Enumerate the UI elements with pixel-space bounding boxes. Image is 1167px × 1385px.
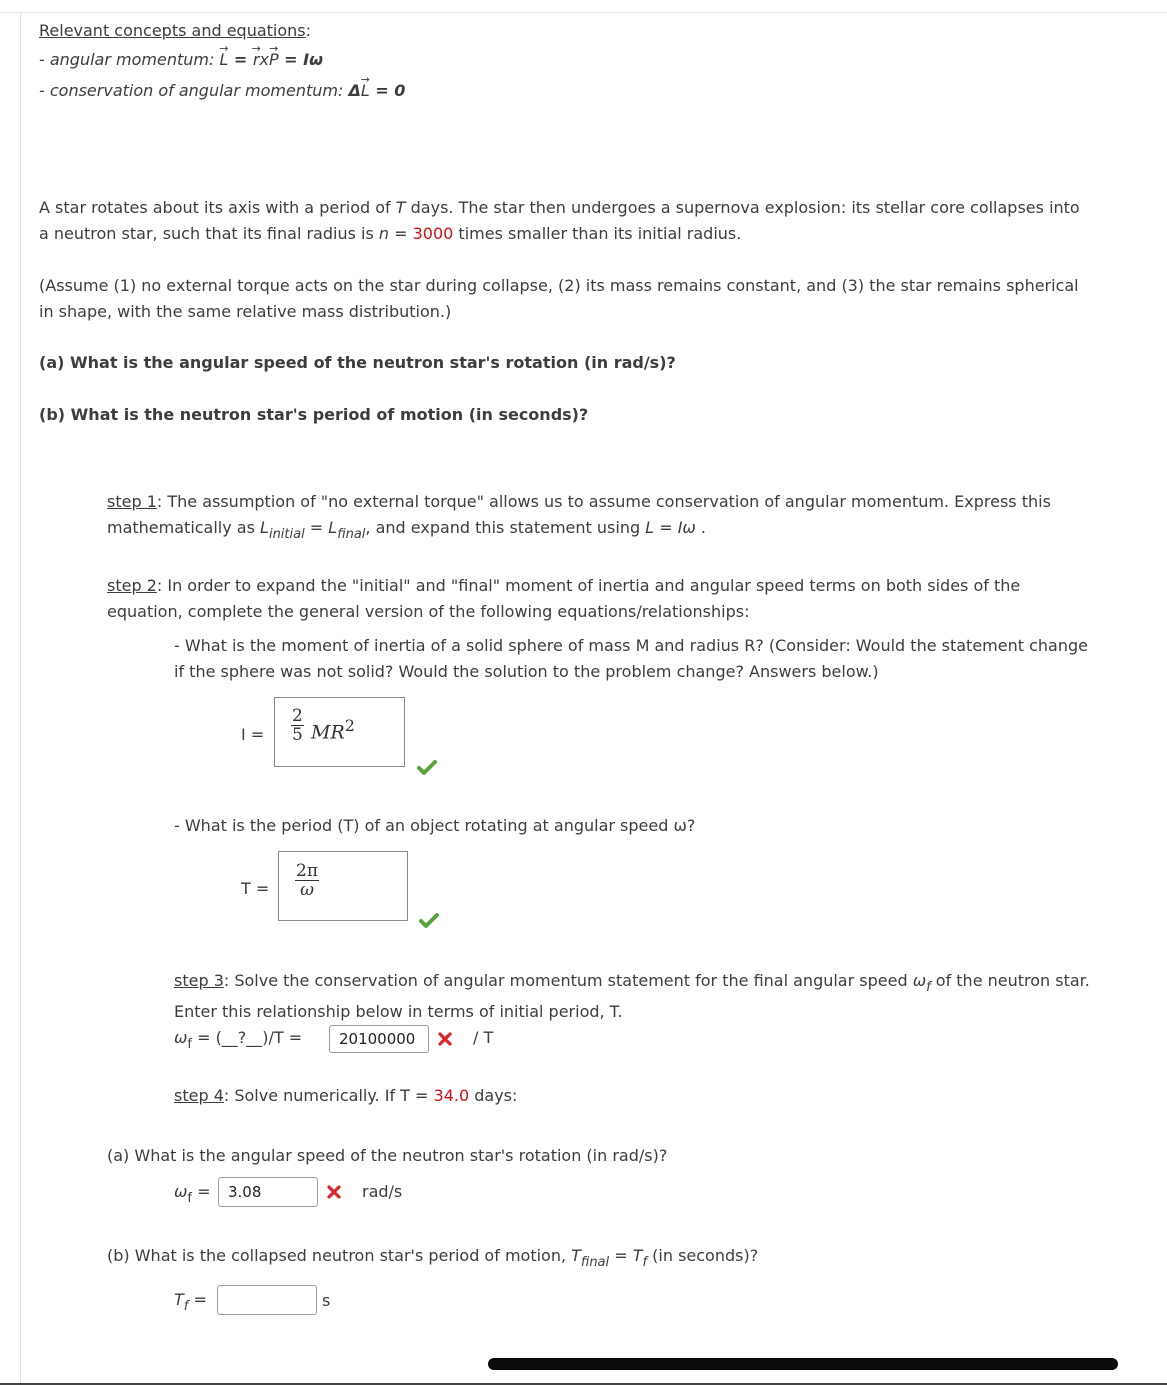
n-value: 3000 [412, 224, 454, 243]
left-divider [20, 12, 21, 1385]
inertia-label: I = [241, 725, 265, 744]
step-3: step 3: Solve the conservation of angular momentum statement for the final angular speed $\omega_f$ of the neutron star. [174, 971, 1090, 995]
conservation-equation: - conservation of angular momentum: Δ→ L = 0 [39, 80, 405, 102]
inertia-expression: $MR^2$ [311, 716, 355, 744]
period-fraction: $\frac{2\pi}{\omega}$ [296, 861, 318, 900]
step-4-label: step 4 [174, 1086, 224, 1105]
inertia-fraction: $\frac{2}{5}$ [292, 706, 303, 745]
horizontal-scrollbar[interactable] [488, 1358, 1118, 1370]
Tf-unit: s [322, 1291, 331, 1310]
period-label: T = [241, 879, 270, 898]
omega-f-answer-input[interactable]: 3.08 [218, 1177, 318, 1207]
per-T-suffix: / T [473, 1028, 494, 1047]
L-vector: → L [219, 49, 228, 71]
angular-momentum-equation: - angular momentum: → L = → rx→ P = Iω [39, 49, 323, 71]
r-vector: → r [253, 49, 260, 71]
correct-check-icon [419, 913, 439, 929]
step-4-question-a: (a) What is the angular speed of the neutron star's rotation (in rad/s)? [107, 1146, 668, 1165]
correct-check-icon [417, 760, 437, 776]
step-4: step 4: Solve numerically. If T = 34.0 days: [174, 1086, 518, 1105]
step-3-equation: $\omega_f$ = (__?__)/T = [174, 1028, 303, 1052]
step-2-label: step 2 [107, 576, 157, 595]
L-vector: → L [361, 80, 370, 102]
inertia-answer-box[interactable] [274, 697, 405, 767]
step-2-question-2: - What is the period (T) of an object rotating at angular speed ω? [174, 816, 696, 835]
step-3-instruction: Enter this relationship below in terms of initial period, T. [174, 1002, 623, 1021]
omega-f-unit: rad/s [362, 1182, 403, 1201]
P-vector: → P [269, 49, 279, 71]
step-1-label: step 1 [107, 492, 157, 511]
step-3-label: step 3 [174, 971, 224, 990]
step-1: step 1: The assumption of "no external torque" allows us to assume conservation of angular momentum. Express this mathematically as $L_{initial} = L_{final}$, and expand this statement using L = Iω . [107, 492, 1051, 542]
step-2: step 2: In order to expand the "initial" and "final" moment of inertia and angular speed terms on both sides of the equation, complete the general version of the following equations/relationships: [107, 576, 1021, 621]
period-answer-box[interactable] [278, 851, 408, 921]
question-a: (a) What is the angular speed of the neutron star's rotation (in rad/s)? [39, 353, 676, 372]
step-2-question-1: - What is the moment of inertia of a solid sphere of mass M and radius R? (Consider: Would the statement change if the sphere was not solid? Would the solution to the problem change? Answers below.) [174, 636, 1088, 681]
concepts-title: Relevant concepts and equations: [39, 21, 312, 40]
question-b: (b) What is the neutron star's period of motion (in seconds)? [39, 405, 589, 424]
Tf-answer-input[interactable] [217, 1285, 317, 1315]
top-divider [0, 12, 1167, 13]
omega-f-label: $\omega_f$ = [174, 1182, 211, 1206]
step-4-question-b: (b) What is the collapsed neutron star's period of motion, $T_{final} = T_f$ (in seconds)? [107, 1246, 759, 1270]
incorrect-x-icon [326, 1184, 342, 1200]
problem-statement: A star rotates about its axis with a period of T days. The star then undergoes a supernova explosion: its stellar core collapses into a neutron star, such that its final radius is n = 3000 times smaller than its initial radius. [39, 198, 1080, 243]
Tf-label: $T_f$ = [174, 1290, 207, 1314]
T-value: 34.0 [433, 1086, 470, 1105]
incorrect-x-icon [437, 1031, 453, 1047]
omega-f-coefficient-input[interactable]: 20100000 [329, 1025, 429, 1053]
assumptions: (Assume (1) no external torque acts on the star during collapse, (2) its mass remains constant, and (3) the star remains spherical in shape, with the same relative mass distribution.) [39, 276, 1079, 321]
